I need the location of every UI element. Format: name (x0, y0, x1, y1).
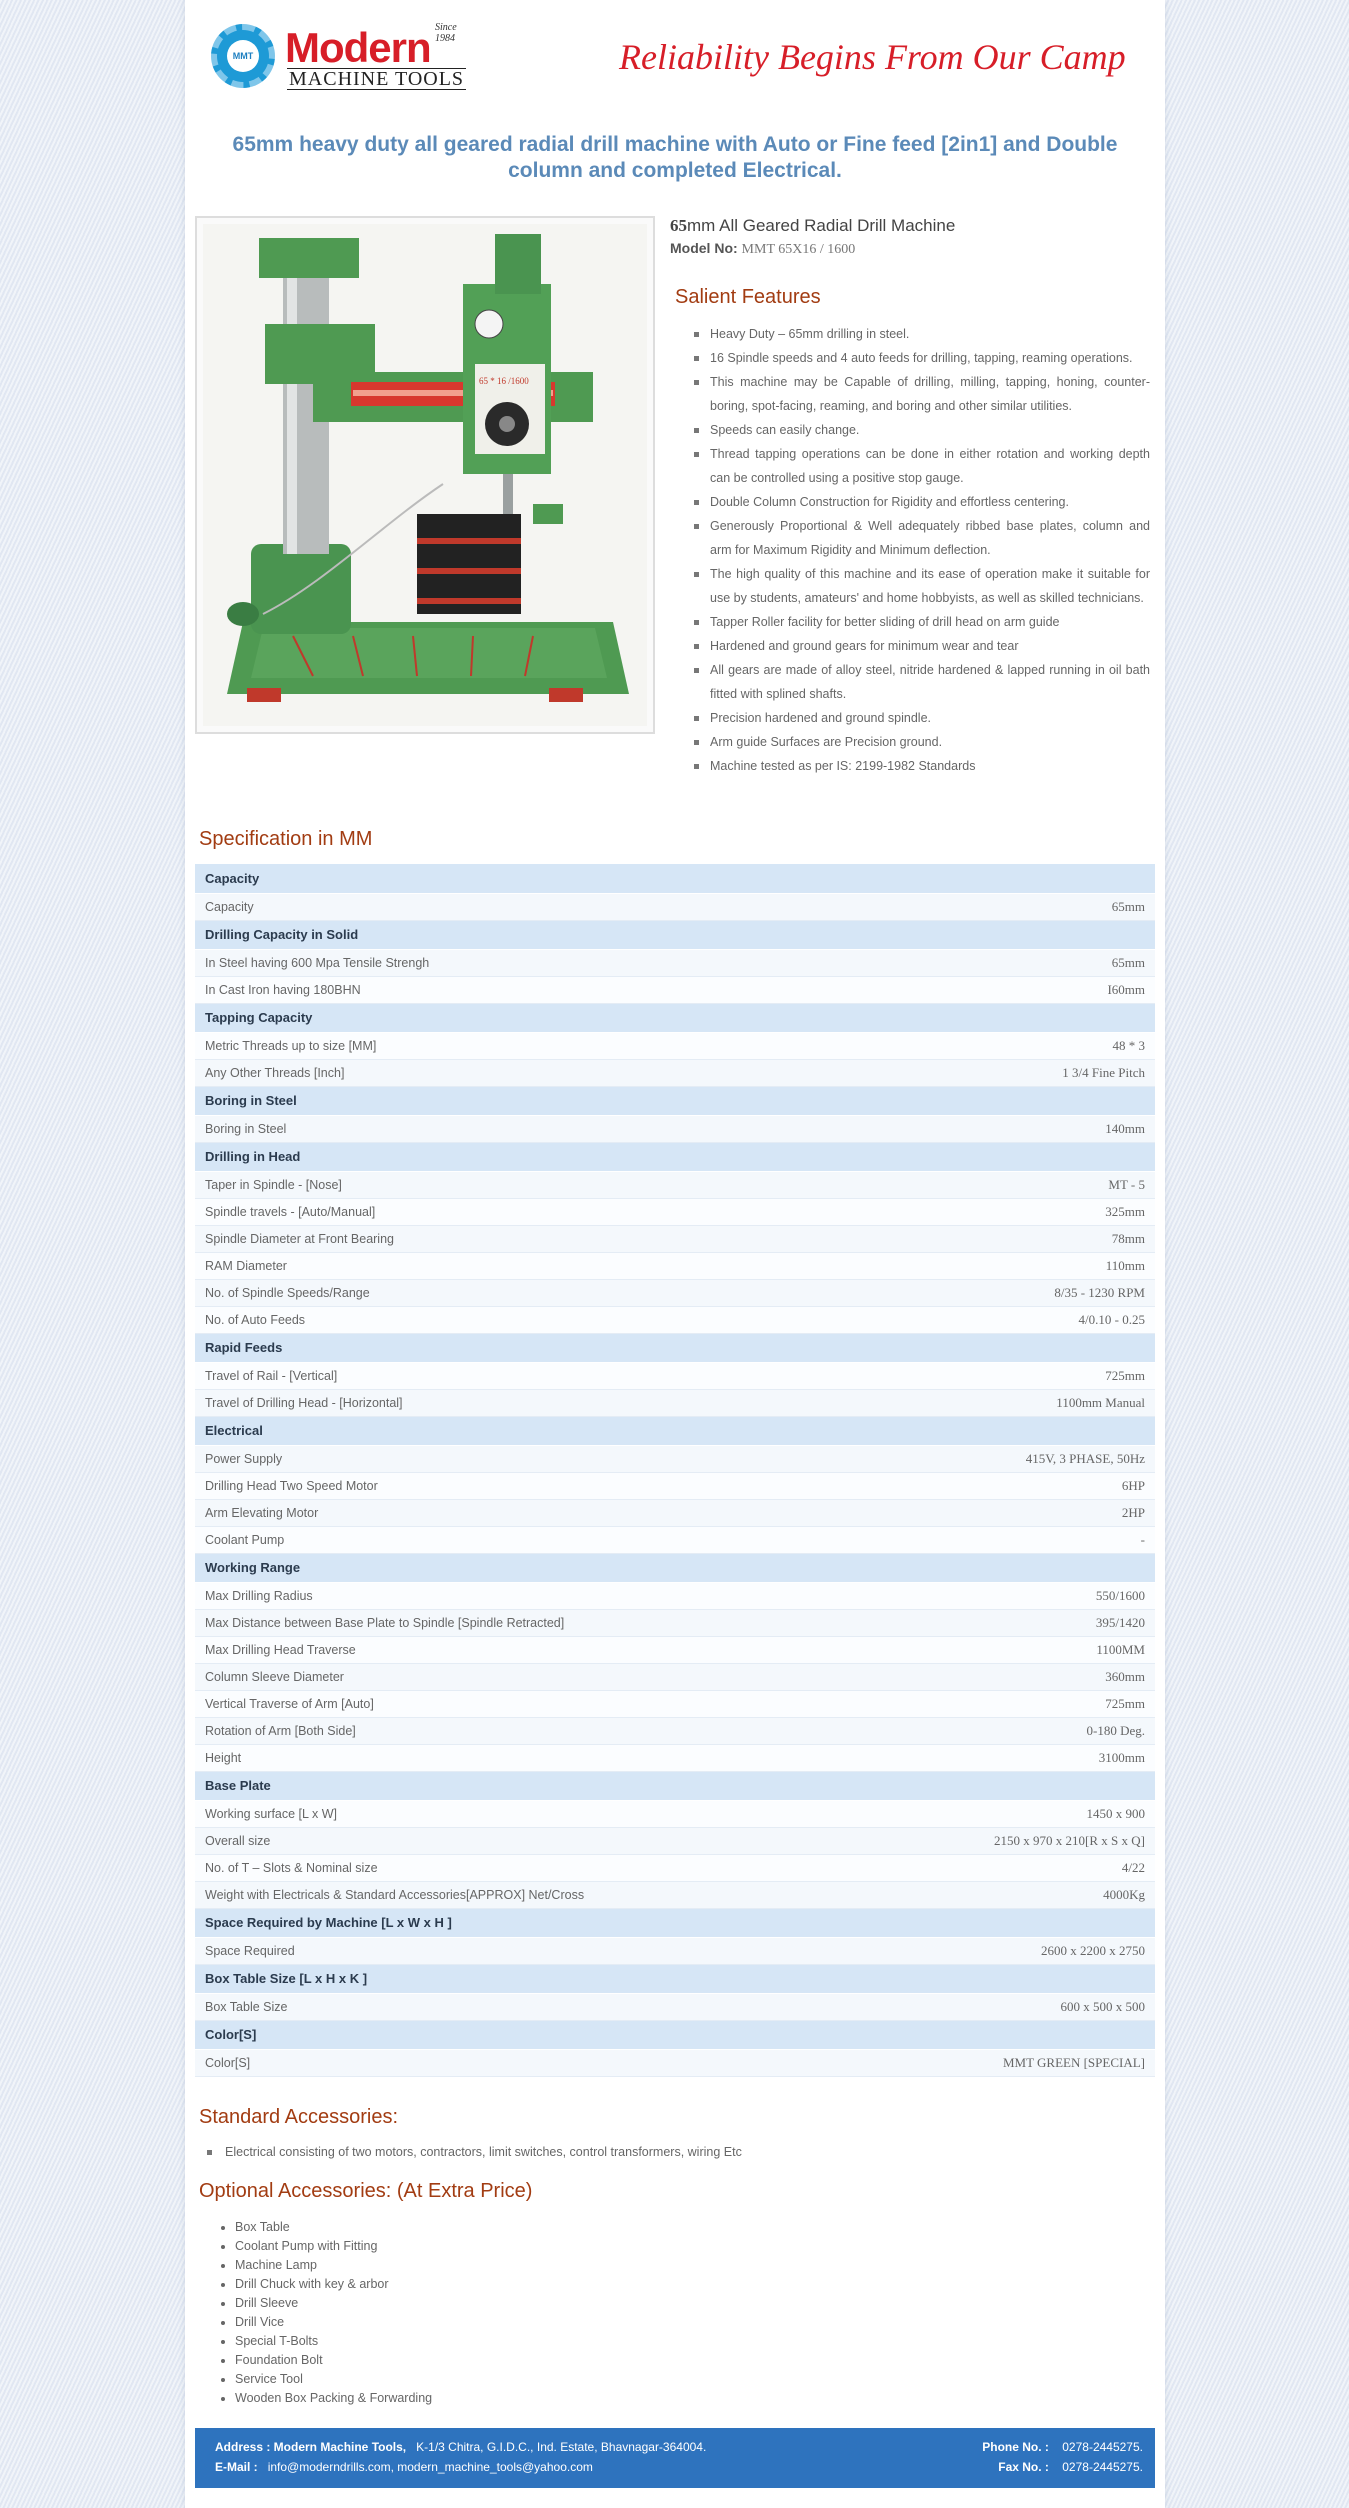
spec-label: Max Drilling Radius (195, 1582, 867, 1609)
tagline: Reliability Begins From Our Camp (619, 37, 1126, 77)
spec-value: - (867, 1526, 1155, 1553)
feature-item: Heavy Duty – 65mm drilling in steel. (694, 322, 1150, 346)
spec-label: Boring in Steel (195, 1115, 867, 1142)
spec-row (195, 1306, 1155, 1333)
spec-value: 4/22 (867, 1854, 1155, 1881)
spec-row (195, 1609, 1155, 1636)
standard-accessories-heading: Standard Accessories: (199, 2106, 398, 2128)
feature-item: Thread tapping operations can be done in either rotation and working depth can be controlled using a positive stop gauge. (694, 442, 1150, 490)
spec-label: Color[S] (195, 2049, 867, 2076)
spec-row (195, 1937, 1155, 1964)
spec-row (195, 1881, 1155, 1908)
spec-value: 360mm (867, 1663, 1155, 1690)
spec-value: 1100MM (867, 1636, 1155, 1663)
feature-item: 16 Spindle speeds and 4 auto feeds for drilling, tapping, reaming operations. (694, 346, 1150, 370)
spec-value: 6HP (867, 1472, 1155, 1499)
optional-accessories-list (235, 2218, 432, 2408)
spec-row (195, 976, 1155, 1003)
spec-group-title: Base Plate (195, 1771, 1155, 1800)
spec-group-title: Space Required by Machine [L x W x H ] (195, 1908, 1155, 1937)
spec-row (195, 1636, 1155, 1663)
spec-value: 110mm (867, 1252, 1155, 1279)
spec-row (195, 1800, 1155, 1827)
spec-row (195, 1225, 1155, 1252)
spec-label: Travel of Drilling Head - [Horizontal] (195, 1389, 867, 1416)
spec-group-row (195, 1553, 1155, 1582)
brand-name: Modern (285, 24, 431, 71)
spec-group-row (195, 1003, 1155, 1032)
email-label: E-Mail : (215, 2460, 258, 2474)
spec-label: Metric Threads up to size [MM] (195, 1032, 867, 1059)
spec-value: 395/1420 (867, 1609, 1155, 1636)
spec-group-title: Drilling in Head (195, 1142, 1155, 1171)
spec-label: Working surface [L x W] (195, 1800, 867, 1827)
spec-value: 65mm (867, 949, 1155, 976)
spec-row (195, 1854, 1155, 1881)
spec-row (195, 1582, 1155, 1609)
spec-row (195, 1389, 1155, 1416)
spec-group-title: Working Range (195, 1553, 1155, 1582)
logo-mark: MMT (227, 40, 259, 72)
spec-row (195, 949, 1155, 976)
spec-row (195, 1993, 1155, 2020)
email-link[interactable]: info@moderndrills.com, modern_machine_tools@yahoo.com (267, 2460, 593, 2474)
optional-accessory-item: • Drill Vice (235, 2313, 432, 2332)
footer-address (215, 2440, 706, 2454)
site-footer (195, 2428, 1155, 2488)
feature-item: This machine may be Capable of drilling, milling, tapping, honing, counter-boring, spot-facing, reaming, and boring and other similar utilities. (694, 370, 1150, 418)
standard-accessory-item: Electrical consisting of two motors, contractors, limit switches, control transformers, wiring Etc (205, 2142, 742, 2162)
spec-label: Vertical Traverse of Arm [Auto] (195, 1690, 867, 1717)
model-value: MMT 65X16 / 1600 (741, 242, 856, 257)
spec-group-row (195, 920, 1155, 949)
fax-number: 0278-2445275. (1062, 2460, 1143, 2474)
spec-label: Box Table Size (195, 1993, 867, 2020)
footer-phone (982, 2440, 1143, 2454)
spec-label: RAM Diameter (195, 1252, 867, 1279)
feature-item: Double Column Construction for Rigidity and effortless centering. (694, 490, 1150, 514)
product-name-number: 65 (670, 216, 687, 235)
optional-accessory-item: • Drill Chuck with key & arbor (235, 2275, 432, 2294)
spec-row (195, 1526, 1155, 1553)
spec-value: 725mm (867, 1690, 1155, 1717)
optional-accessory-item: • Machine Lamp (235, 2256, 432, 2275)
spec-label: Max Distance between Base Plate to Spindle [Spindle Retracted] (195, 1609, 867, 1636)
spec-label: Height (195, 1744, 867, 1771)
spec-value: 140mm (867, 1115, 1155, 1142)
spec-label: Overall size (195, 1827, 867, 1854)
fax-label: Fax No. : (998, 2460, 1049, 2474)
footer-fax (998, 2460, 1143, 2474)
phone-label: Phone No. : (982, 2440, 1049, 2454)
feature-item: All gears are made of alloy steel, nitride hardened & lapped running in oil bath fitted with splined shafts. (694, 658, 1150, 706)
product-image (195, 216, 655, 734)
spec-value: 0-180 Deg. (867, 1717, 1155, 1744)
spec-label: Any Other Threads [Inch] (195, 1059, 867, 1086)
spec-row (195, 1663, 1155, 1690)
spec-label: Column Sleeve Diameter (195, 1663, 867, 1690)
spec-label: In Cast Iron having 180BHN (195, 976, 867, 1003)
spec-row (195, 1827, 1155, 1854)
optional-accessory-item: • Box Table (235, 2218, 432, 2237)
product-name (670, 214, 1150, 238)
since-label: Since 1984 (435, 22, 457, 44)
spec-group-title: Boring in Steel (195, 1086, 1155, 1115)
spec-label: Capacity (195, 893, 867, 920)
spec-group-row (195, 1771, 1155, 1800)
spec-row (195, 893, 1155, 920)
spec-row (195, 1171, 1155, 1198)
spec-group-title: Tapping Capacity (195, 1003, 1155, 1032)
spec-label: No. of Auto Feeds (195, 1306, 867, 1333)
model-number (670, 238, 1150, 260)
page (185, 0, 1165, 2508)
spec-value: 48 * 3 (867, 1032, 1155, 1059)
spec-label: Drilling Head Two Speed Motor (195, 1472, 867, 1499)
spec-row (195, 1445, 1155, 1472)
spec-group-title: Electrical (195, 1416, 1155, 1445)
model-label: Model No: (670, 240, 738, 256)
optional-accessory-item: • Foundation Bolt (235, 2351, 432, 2370)
brand-subtitle: MACHINE TOOLS (289, 68, 465, 90)
spec-row (195, 1198, 1155, 1225)
spec-value: 2HP (867, 1499, 1155, 1526)
spec-value: 1450 x 900 (867, 1800, 1155, 1827)
optional-accessory-item: • Service Tool (235, 2370, 432, 2389)
spec-row (195, 1499, 1155, 1526)
spec-label: Max Drilling Head Traverse (195, 1636, 867, 1663)
feature-item: Speeds can easily change. (694, 418, 1150, 442)
feature-item: Hardened and ground gears for minimum wear and tear (694, 634, 1150, 658)
optional-accessory-item: • Drill Sleeve (235, 2294, 432, 2313)
spec-row (195, 1115, 1155, 1142)
feature-item: Arm guide Surfaces are Precision ground. (694, 730, 1150, 754)
spec-value: 8/35 - 1230 RPM (867, 1279, 1155, 1306)
spec-row (195, 1472, 1155, 1499)
spec-group-row (195, 1908, 1155, 1937)
spec-label: Space Required (195, 1937, 867, 1964)
spec-value: 3100mm (867, 1744, 1155, 1771)
standard-accessories-list (205, 2142, 742, 2162)
spec-label: No. of T – Slots & Nominal size (195, 1854, 867, 1881)
page-title: 65mm heavy duty all geared radial drill machine with Auto or Fine feed [2in1] and Double column and completed Electrical. (232, 133, 1118, 182)
spec-label: In Steel having 600 Mpa Tensile Strengh (195, 949, 867, 976)
optional-accessory-item: • Special T-Bolts (235, 2332, 432, 2351)
feature-item: The high quality of this machine and its ease of operation make it suitable for use by students, amateurs' and home hobbyists, as well as skilled technicians. (694, 562, 1150, 610)
spec-value: 65mm (867, 893, 1155, 920)
features-heading: Salient Features (675, 286, 821, 308)
spec-group-row (195, 1333, 1155, 1362)
spec-row (195, 1690, 1155, 1717)
optional-accessory-item: • Wooden Box Packing & Forwarding (235, 2389, 432, 2408)
spec-group-title: Rapid Feeds (195, 1333, 1155, 1362)
machine-plate: 65 * 16 /1600 (479, 376, 529, 386)
spec-label: Spindle travels - [Auto/Manual] (195, 1198, 867, 1225)
spec-value: 1 3/4 Fine Pitch (867, 1059, 1155, 1086)
address-label: Address : Modern Machine Tools, (215, 2440, 407, 2454)
spec-group-row (195, 864, 1155, 893)
spec-value: MT - 5 (867, 1171, 1155, 1198)
spec-group-title: Box Table Size [L x H x K ] (195, 1964, 1155, 1993)
spec-group-row (195, 1142, 1155, 1171)
spec-label: Taper in Spindle - [Nose] (195, 1171, 867, 1198)
phone-number: 0278-2445275. (1062, 2440, 1143, 2454)
spec-value: 2150 x 970 x 210[R x S x Q] (867, 1827, 1155, 1854)
spec-label: No. of Spindle Speeds/Range (195, 1279, 867, 1306)
company-logo[interactable] (211, 22, 471, 92)
optional-accessories-heading: Optional Accessories: (At Extra Price) (199, 2180, 533, 2202)
features-list (694, 322, 1150, 778)
optional-accessory-item: • Coolant Pump with Fitting (235, 2237, 432, 2256)
spec-value: 78mm (867, 1225, 1155, 1252)
spec-value: MMT GREEN [SPECIAL] (867, 2049, 1155, 2076)
feature-item: Machine tested as per IS: 2199-1982 Standards (694, 754, 1150, 778)
spec-row (195, 1362, 1155, 1389)
address-text: K-1/3 Chitra, G.I.D.C., Ind. Estate, Bhavnagar-364004. (416, 2440, 707, 2454)
spec-value: 550/1600 (867, 1582, 1155, 1609)
spec-heading: Specification in MM (199, 828, 373, 850)
spec-row (195, 1744, 1155, 1771)
spec-label: Rotation of Arm [Both Side] (195, 1717, 867, 1744)
gear-logo-icon (211, 24, 275, 88)
spec-group-row (195, 2020, 1155, 2049)
product-name-rest: mm All Geared Radial Drill Machine (687, 216, 956, 235)
spec-group-row (195, 1964, 1155, 1993)
spec-table (195, 864, 1155, 2077)
spec-group-row (195, 1416, 1155, 1445)
spec-group-title: Capacity (195, 864, 1155, 893)
spec-label: Weight with Electricals & Standard Accessories[APPROX] Net/Cross (195, 1881, 867, 1908)
spec-group-row (195, 1086, 1155, 1115)
feature-item: Precision hardened and ground spindle. (694, 706, 1150, 730)
spec-value: 1100mm Manual (867, 1389, 1155, 1416)
footer-email (215, 2460, 593, 2474)
spec-row (195, 1059, 1155, 1086)
spec-value: 415V, 3 PHASE, 50Hz (867, 1445, 1155, 1472)
spec-value: 4/0.10 - 0.25 (867, 1306, 1155, 1333)
spec-group-title: Drilling Capacity in Solid (195, 920, 1155, 949)
spec-group-title: Color[S] (195, 2020, 1155, 2049)
site-header (185, 0, 1165, 110)
spec-row (195, 1279, 1155, 1306)
spec-value: 600 x 500 x 500 (867, 1993, 1155, 2020)
spec-value: 4000Kg (867, 1881, 1155, 1908)
feature-item: Tapper Roller facility for better sliding of drill head on arm guide (694, 610, 1150, 634)
spec-label: Arm Elevating Motor (195, 1499, 867, 1526)
spec-value: 725mm (867, 1362, 1155, 1389)
feature-item: Generously Proportional & Well adequately ribbed base plates, column and arm for Maximum Rigidity and Minimum deflection. (694, 514, 1150, 562)
spec-label: Power Supply (195, 1445, 867, 1472)
spec-value: 2600 x 2200 x 2750 (867, 1937, 1155, 1964)
product-summary (670, 214, 1150, 260)
spec-value: I60mm (867, 976, 1155, 1003)
spec-row (195, 1717, 1155, 1744)
spec-label: Spindle Diameter at Front Bearing (195, 1225, 867, 1252)
spec-row (195, 1252, 1155, 1279)
radial-drill-machine-image (203, 224, 647, 726)
spec-row (195, 1032, 1155, 1059)
spec-label: Travel of Rail - [Vertical] (195, 1362, 867, 1389)
spec-row (195, 2049, 1155, 2076)
spec-label: Coolant Pump (195, 1526, 867, 1553)
spec-value: 325mm (867, 1198, 1155, 1225)
